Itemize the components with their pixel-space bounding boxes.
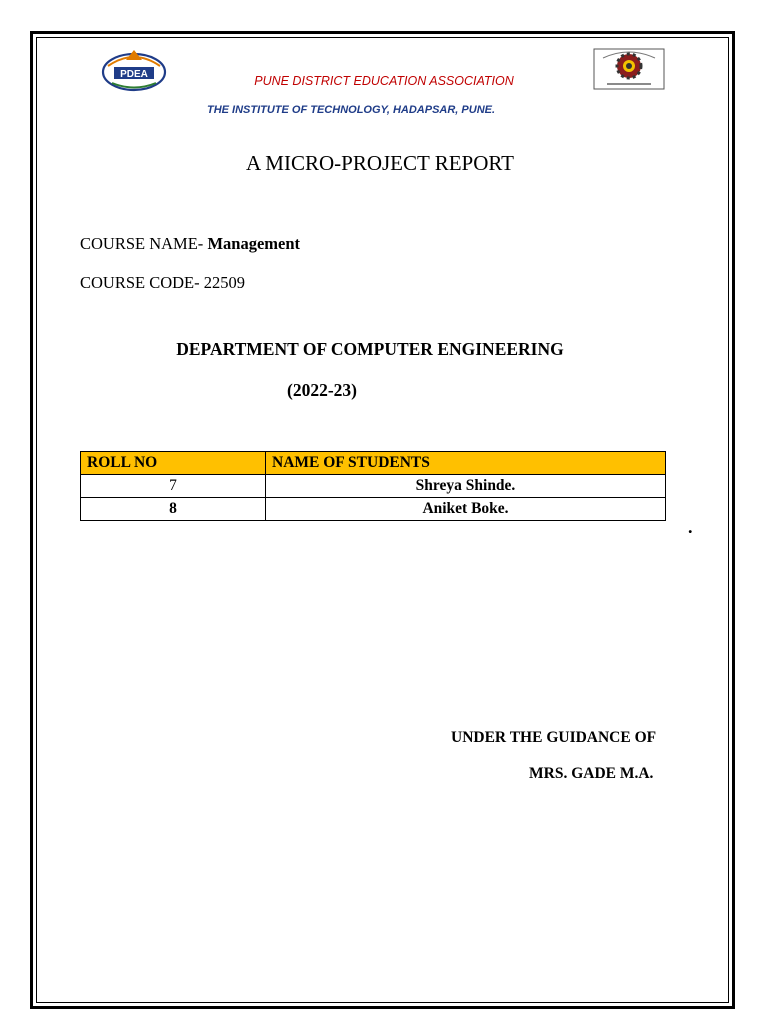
- course-name-value: Management: [203, 234, 301, 253]
- student-name-cell: Shreya Shinde.: [266, 475, 666, 498]
- guide-name: MRS. GADE M.A.: [529, 765, 654, 782]
- roll-no-header: ROLL NO: [81, 452, 266, 475]
- course-code-label: COURSE CODE-: [80, 273, 200, 292]
- course-code-value: 22509: [199, 273, 246, 292]
- roll-no-cell: 7: [81, 475, 266, 498]
- institute-name: THE INSTITUTE OF TECHNOLOGY, HADAPSAR, PUNE.: [206, 104, 496, 116]
- students-table: [80, 451, 666, 521]
- stray-dot: .: [688, 517, 693, 537]
- course-name-label: COURSE NAME-: [80, 234, 204, 253]
- course-name-line: [80, 234, 300, 254]
- department-heading: DEPARTMENT OF COMPUTER ENGINEERING: [176, 339, 564, 359]
- pdea-logo-text: PDEA: [120, 69, 148, 80]
- guidance-label: UNDER THE GUIDANCE OF: [451, 729, 657, 746]
- table-header-row: [81, 452, 666, 475]
- report-title: A MICRO-PROJECT REPORT: [246, 151, 514, 175]
- roll-no-cell: 8: [81, 498, 266, 521]
- table-row: [81, 475, 666, 498]
- academic-year: (2022-23): [287, 380, 357, 400]
- table-row: [81, 498, 666, 521]
- student-name-cell: Aniket Boke.: [266, 498, 666, 521]
- association-name: PUNE DISTRICT EDUCATION ASSOCIATION: [254, 74, 514, 88]
- student-name-header: NAME OF STUDENTS: [266, 452, 666, 475]
- course-code-line: [80, 273, 245, 293]
